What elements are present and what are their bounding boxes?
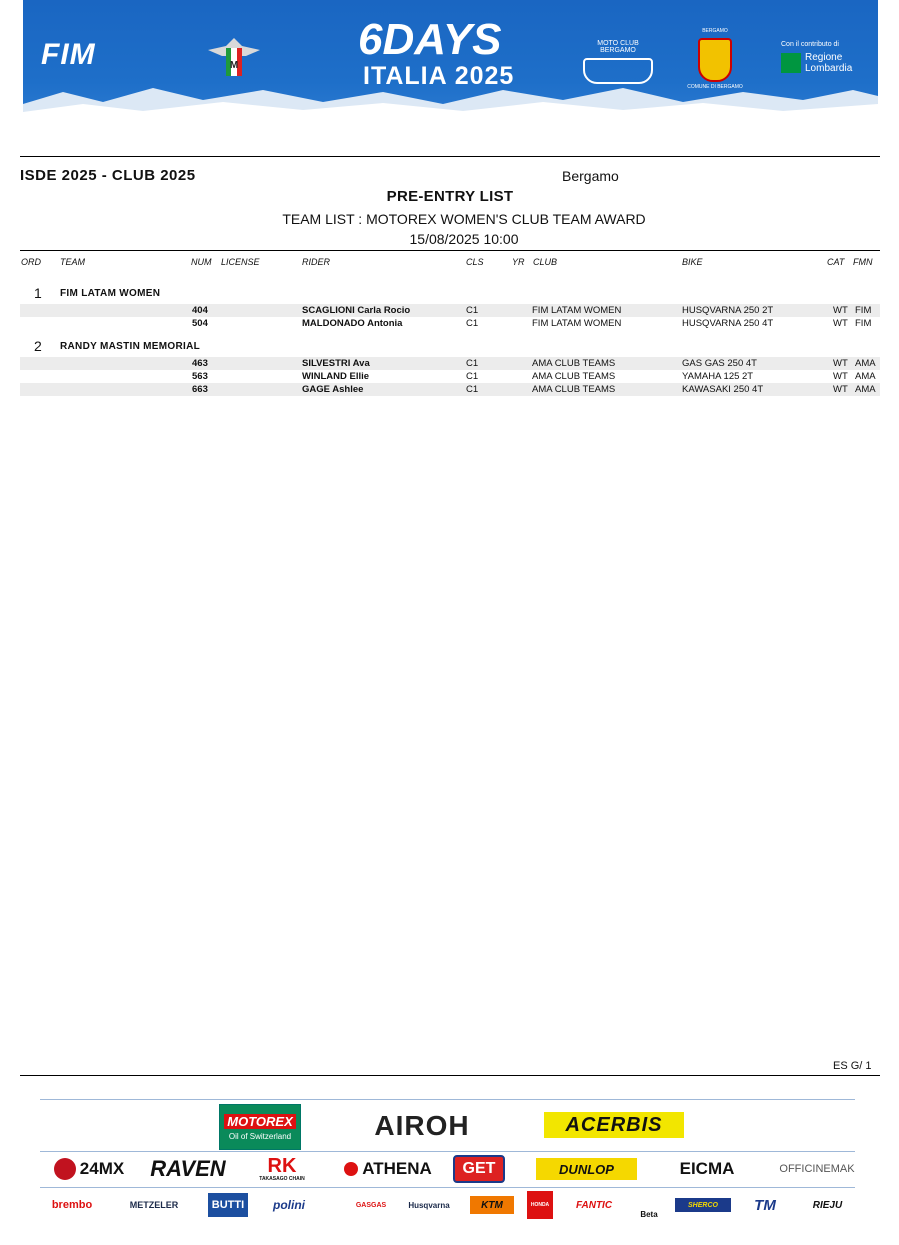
rider-fmn: AMA	[855, 358, 876, 369]
rk-name: RK	[267, 1155, 297, 1177]
rider-name: GAGE Ashlee	[302, 384, 364, 395]
rider-name: SILVESTRI Ava	[302, 358, 370, 369]
sponsor-divider	[40, 1151, 855, 1152]
ktm-logo: KTM	[470, 1196, 514, 1214]
footer-rule	[20, 1075, 880, 1076]
moto-club-bergamo-logo	[579, 40, 657, 84]
rider-num: 563	[192, 371, 208, 382]
col-fmn: FMN	[853, 257, 873, 267]
rider-num: 404	[192, 305, 208, 316]
region-caption: Con il contributo di	[781, 41, 839, 48]
rider-cls: C1	[466, 305, 479, 316]
rider-num: 663	[192, 384, 208, 395]
airoh-logo: AIROH	[374, 1110, 470, 1141]
italia-2025-logo: ITALIA 2025	[363, 62, 515, 90]
col-bike: BIKE	[682, 257, 703, 267]
crest-icon	[698, 38, 732, 82]
col-club: CLUB	[533, 257, 558, 267]
header-banner	[23, 0, 878, 118]
col-yr: YR	[512, 257, 525, 267]
polini-logo: polini	[273, 1198, 305, 1212]
rider-name: WINLAND Ellie	[302, 371, 370, 382]
team-ord: 2	[34, 338, 42, 354]
rider-cat: WT	[833, 371, 848, 382]
athena-icon	[344, 1162, 358, 1176]
table-row	[20, 317, 880, 330]
col-license: LICENSE	[221, 257, 260, 267]
lombardia-rose-icon	[781, 53, 801, 73]
rider-fmn: FIM	[855, 305, 872, 316]
rider-cls: C1	[466, 371, 479, 382]
header-rule	[20, 156, 880, 157]
col-cat: CAT	[827, 257, 845, 267]
rider-bike: HUSQVARNA 250 4T	[682, 318, 774, 329]
sherco-logo: SHERCO	[675, 1198, 731, 1212]
rider-club: AMA CLUB TEAMS	[532, 384, 616, 395]
rider-fmn: FIM	[855, 318, 872, 329]
event-title: ISDE 2025 - CLUB 2025	[20, 167, 196, 184]
col-rider: RIDER	[302, 257, 331, 267]
rk-tagline: TAKASAGO CHAIN	[259, 1176, 305, 1182]
table-row	[20, 370, 880, 383]
bull-icon	[54, 1158, 76, 1180]
acerbis-logo: ACERBIS	[544, 1112, 684, 1138]
col-ord: ORD	[21, 257, 41, 267]
sixdays-logo: 6DAYS	[358, 15, 502, 64]
rider-bike: GAS GAS 250 4T	[682, 358, 757, 369]
rider-bike: YAMAHA 125 2T	[682, 371, 754, 382]
rider-cls: C1	[466, 384, 479, 395]
rider-fmn: AMA	[855, 384, 876, 395]
wings-icon	[583, 58, 653, 84]
moto-club-label: MOTO CLUB BERGAMO	[597, 40, 639, 54]
get-logo: GET	[453, 1155, 505, 1183]
rider-cls: C1	[466, 358, 479, 369]
fim-logo: FIM	[41, 38, 96, 71]
table-row	[20, 304, 880, 317]
table-row	[20, 357, 880, 370]
rider-num: 504	[192, 318, 208, 329]
fmi-logo	[206, 34, 262, 82]
raven-logo: RAVEN	[150, 1156, 226, 1181]
husqvarna-logo: Husqvarna	[408, 1200, 450, 1210]
butti-logo: BUTTI	[208, 1193, 248, 1217]
officinemak-logo: OFFICINEMAK	[779, 1163, 855, 1175]
comune-bergamo-logo	[687, 28, 743, 90]
city-top-label: BERGAMO	[702, 28, 728, 34]
table-top-rule	[20, 250, 880, 251]
rider-cat: WT	[833, 358, 848, 369]
dunlop-logo: DUNLOP	[536, 1158, 637, 1180]
rider-name: SCAGLIONI Carla Rocio	[302, 305, 411, 316]
sponsor-divider	[40, 1099, 855, 1100]
rider-cat: WT	[833, 318, 848, 329]
team-name: RANDY MASTIN MEMORIAL	[60, 341, 201, 352]
rider-club: AMA CLUB TEAMS	[532, 371, 616, 382]
rider-bike: KAWASAKI 250 4T	[682, 384, 764, 395]
sponsor-divider	[40, 1187, 855, 1188]
region-name-2: Lombardia	[805, 63, 853, 74]
motorex-name: MOTOREX	[224, 1114, 296, 1129]
rider-club: FIM LATAM WOMEN	[532, 305, 622, 316]
page-number: ES G/ 1	[833, 1060, 872, 1072]
athena-name: ATHENA	[362, 1159, 432, 1178]
page-title: PRE-ENTRY LIST	[386, 188, 514, 205]
eicma-logo: EICMA	[679, 1159, 735, 1178]
beta-logo: Beta	[640, 1210, 658, 1219]
24mx-name: 24MX	[79, 1159, 125, 1178]
athena-logo	[337, 1156, 439, 1182]
table-row	[20, 383, 880, 396]
honda-logo: HONDA	[527, 1191, 553, 1219]
metzeler-logo: METZELER	[129, 1200, 179, 1210]
team-name: FIM LATAM WOMEN	[60, 288, 161, 299]
col-team: TEAM	[60, 257, 86, 267]
svg-text:M: M	[229, 60, 239, 71]
rider-fmn: AMA	[855, 371, 876, 382]
region-name-1: Regione	[805, 52, 843, 63]
24mx-logo	[42, 1156, 136, 1182]
city-bottom-label: COMUNE DI BERGAMO	[687, 84, 743, 90]
col-num: NUM	[191, 257, 212, 267]
rider-cls: C1	[466, 318, 479, 329]
fantic-logo: FANTIC	[575, 1199, 613, 1211]
rk-logo	[254, 1155, 310, 1183]
list-subtitle: TEAM LIST : MOTOREX WOMEN'S CLUB TEAM AWARD	[282, 211, 646, 227]
team-ord: 1	[34, 285, 42, 301]
list-datetime: 15/08/2025 10:00	[409, 231, 519, 247]
mountains-decoration	[23, 84, 878, 118]
rider-name: MALDONADO Antonia	[302, 318, 403, 329]
motorex-logo	[219, 1104, 301, 1150]
rider-num: 463	[192, 358, 208, 369]
motorex-tagline: Oil of Switzerland	[228, 1131, 292, 1141]
rider-cat: WT	[833, 384, 848, 395]
brembo-logo: brembo	[51, 1199, 93, 1211]
rider-bike: HUSQVARNA 250 2T	[682, 305, 774, 316]
venue: Bergamo	[562, 168, 619, 184]
rider-club: AMA CLUB TEAMS	[532, 358, 616, 369]
gasgas-logo: GASGAS	[355, 1201, 387, 1209]
regione-lombardia-logo	[781, 40, 852, 74]
rider-cat: WT	[833, 305, 848, 316]
rieju-logo: RIEJU	[812, 1199, 843, 1211]
tm-logo: TM	[754, 1196, 776, 1214]
col-cls: CLS	[466, 257, 484, 267]
rider-club: FIM LATAM WOMEN	[532, 318, 622, 329]
